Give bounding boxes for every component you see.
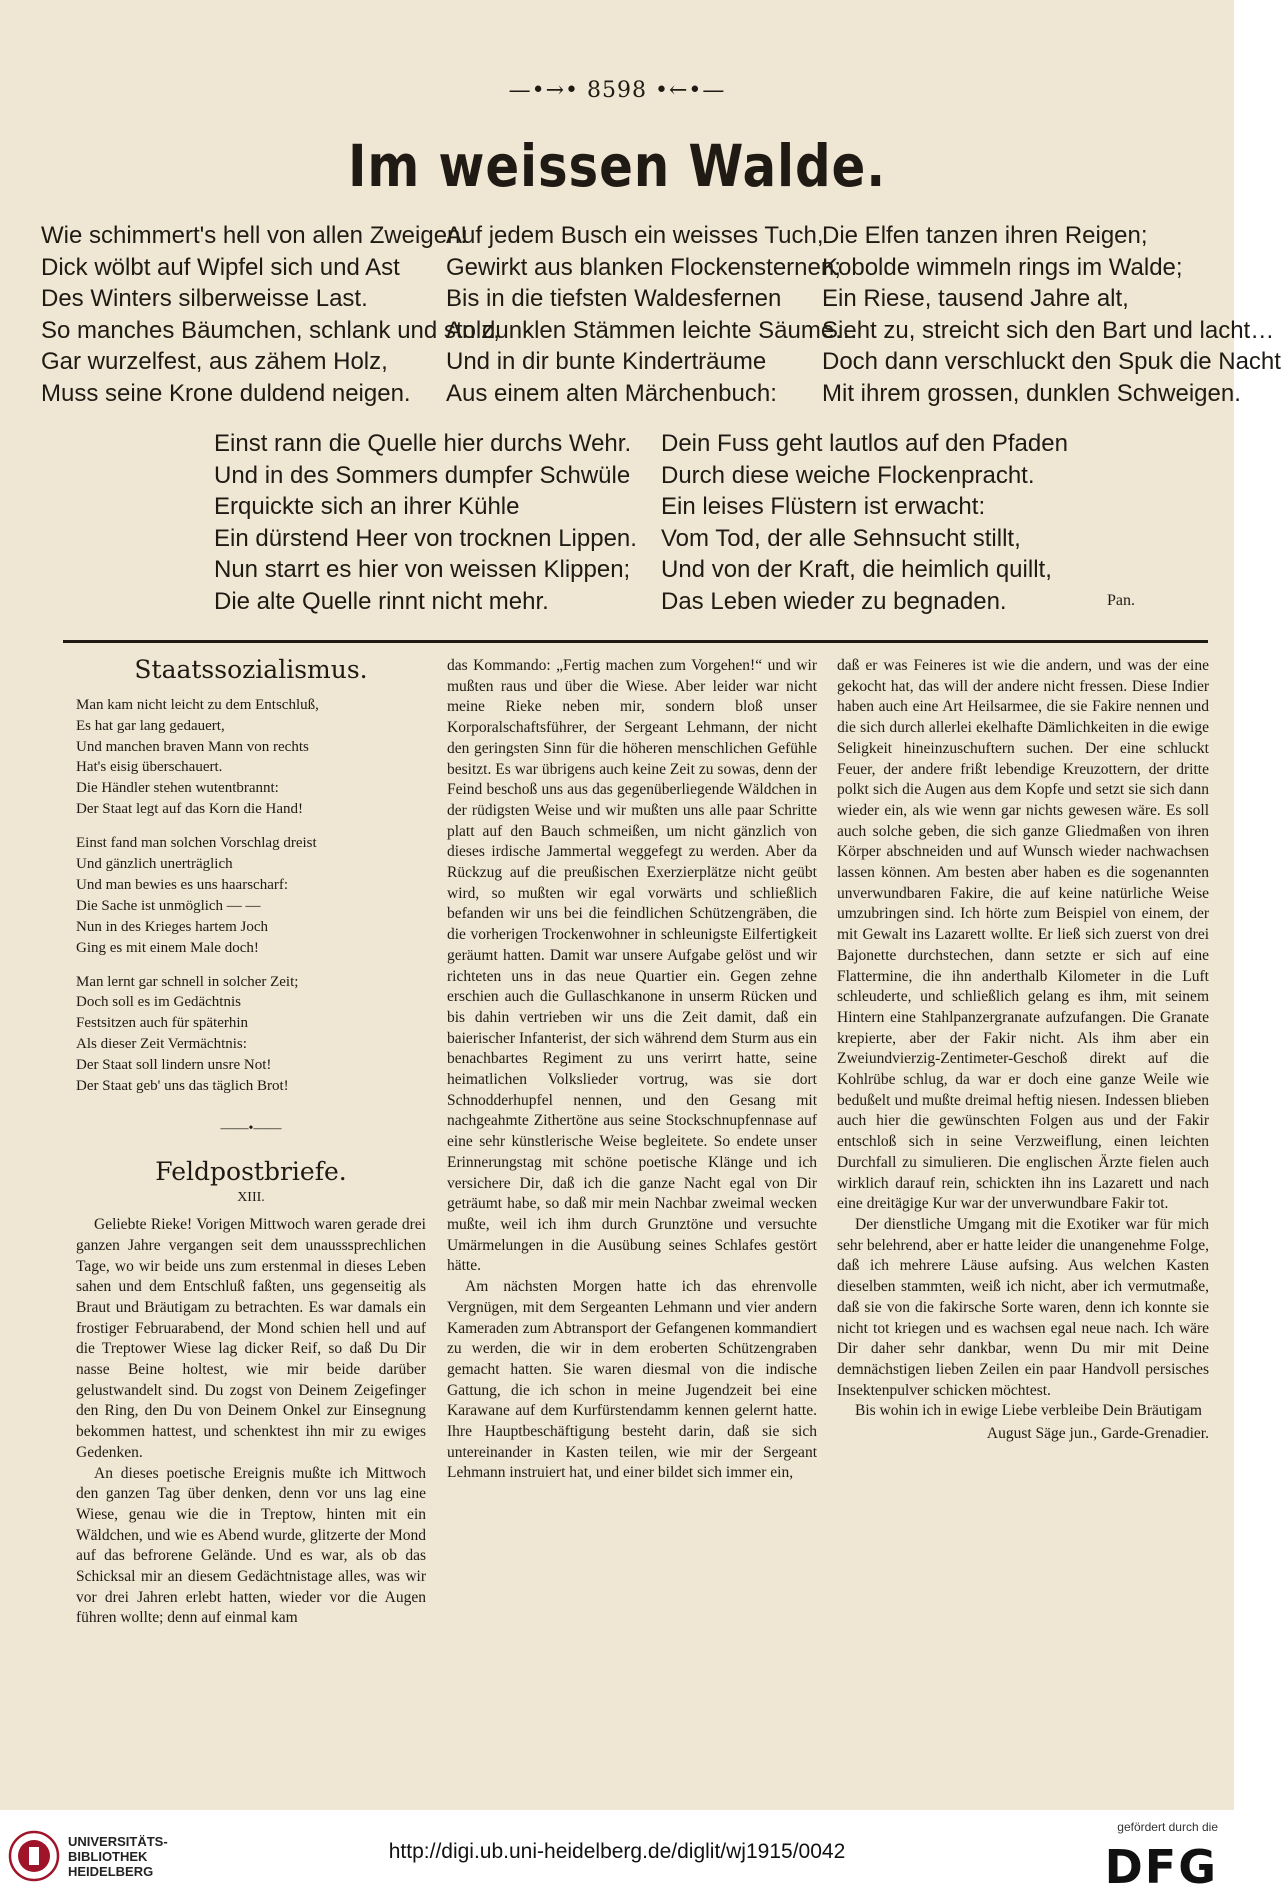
poem-line: Und man bewies es uns haarscharf: — [76, 876, 289, 893]
poem-line: Dein Fuss geht lautlos auf den Pfaden — [661, 430, 1068, 457]
section-heading: Staatssozialismus. — [134, 655, 368, 684]
poem-line: Als dieser Zeit Vermächtnis: — [76, 1036, 247, 1053]
poem-stanza-1 — [41, 220, 500, 409]
paragraph: Geliebte Rieke! Vorigen Mittwoch waren gerade drei ganzen Jahre vergangen seit dem unausssprechlichen Tage, wo wir beide uns zum erstenmal in dieses Leben sahen und dem Entschluß faßten, uns gegenseitig als Braut und Bräutigam zu betrachten. Es war damals ein frostiger Februarabend, der Mond schien hell und auf die Treptower Wiese lag dicker Reif, so daß Du Dir nasse Beine holtest, wie mir beide darüber gelustwandelt sind. Du zogst von Deinem Zeigefinger den Ring, den Du von Deinem Onkel zur Einsegnung bekommen hattest, und schenktest ihn mir zu ewiges Gedenken. — [76, 1216, 426, 1461]
poem-line: Und von der Kraft, die heimlich quillt, — [661, 556, 1052, 583]
poem-line: Ging es mit einem Male doch! — [76, 939, 259, 956]
poem-line: Festsitzen auch für späterhin — [76, 1015, 249, 1032]
poem-line: Doch soll es im Gedächtnis — [76, 994, 241, 1011]
poem-line: Die alte Quelle rinnt nicht mehr. — [214, 587, 549, 615]
poem-line: Die Händler stehen wutentbrannt: — [76, 780, 279, 797]
ornament-divider: ——•—— — [220, 1121, 282, 1137]
section-heading: Feldpostbriefe. — [155, 1156, 347, 1186]
poem-line: Der Staat legt auf das Korn die Hand! — [76, 801, 304, 818]
poem-line: Die Elfen tanzen ihren Reigen; — [822, 222, 1148, 249]
poem-line: Die Sache ist unmöglich — — — [76, 897, 261, 914]
poem-stanza-3 — [822, 220, 1281, 409]
column-2 — [447, 656, 817, 1484]
page-number: —•→• 8598 •←•— — [508, 78, 726, 103]
poem-line: Gar wurzelfest, aus zähem Holz, — [41, 348, 388, 375]
poem-line: Einst fand man solchen Vorschlag dreist — [76, 835, 317, 852]
poem-line: An dunklen Stämmen leichte Säume… — [446, 316, 859, 344]
poem-line: Einst rann die Quelle hier durchs Wehr. — [214, 430, 632, 457]
poem-line: Ein Riese, tausend Jahre alt, — [822, 285, 1129, 312]
poem-line: Auf jedem Busch ein weisses Tuch, — [446, 222, 824, 249]
poem-stanza-5 — [661, 428, 1068, 617]
library-name-line: UNIVERSITÄTS- — [68, 1834, 168, 1849]
poem-line: Kobolde wimmeln rings im Walde; — [822, 253, 1183, 281]
poem-line: Vom Tod, der alle Sehnsucht stillt, — [661, 524, 1021, 552]
poem-line: Das Leben wieder zu begnaden. — [661, 587, 1007, 615]
poem-line: Gewirkt aus blanken Flockensternen; — [446, 253, 841, 281]
source-url-link[interactable]: http://digi.ub.uni-heidelberg.de/diglit/wj1915/0042 — [388, 1840, 846, 1863]
paragraph: An dieses poetische Ereignis mußte ich Mittwoch den ganzen Tag über denken, denn vor uns lag eine Wiese, genau wie die in Treptow, hinten mit ein Wäldchen, und wie es Abend wurde, glitzerte der Mond auf das befrorene Gelände. Und es war, als ob das Schicksal mir an diesem Gedächtnistage alles, was wir vor drei Jahren erlebt hatten, wieder vor die Augen führen wollte; denn auf einmal kam — [76, 1464, 426, 1627]
poem-line: Erquickte sich an ihrer Kühle — [214, 493, 520, 520]
poem-title: Im weissen Walde. — [347, 132, 887, 200]
poem-line: Nun in des Krieges hartem Joch — [76, 918, 269, 935]
poem-line: Der Staat soll lindern unsre Not! — [76, 1057, 272, 1074]
poem-line: Der Staat geb' uns das täglich Brot! — [76, 1078, 289, 1095]
poem-line: Ein leises Flüstern ist erwacht: — [661, 493, 986, 520]
poem-line: Es hat gar lang gedauert, — [76, 717, 225, 734]
poem-line: Durch diese weiche Flockenpracht. — [661, 461, 1035, 489]
paragraph: das Kommando: „Fertig machen zum Vorgehen!“ und wir mußten raus und über die Wiese. Aber leider war nicht meine Rieke neben mir, sondern bloß unser Korporalschaftsführer, der Sergeant Lehmann, der nicht den geringsten Sinn für die höheren menschlichen Gefühle besitzt. Es war übrigens auch keine Zeit zu sowas, denn der Feind beschoß uns aus das gegenüberliegende Wäldchen in der rüdigsten Weise und wir mußten uns alle paar Schritte platt auf den Bauch schmeißen, um nicht gänzlich von dieses irdische Jammertal weggefegt zu werden. Aber da Rückzug auf die preußischen Exerzierplätze nicht geübt wird, so mußten wir egal vorwärts und schließlich befanden wir uns bei die feindlichen Schützengräben, die die vorherigen Trockenwohner in schleunigste Eilfertigkeit geräumt hatten. Damit war unsere Aufgabe gelöst und wir richteten uns in das neue Quartier ein. Gegen zehne erschien auch die Gullaschkanone in unserm Rücken und bis dahin vertrieben wir uns die Zeit damit, daß ein baierischer Infanterist, der sich während dem Sturm aus ein benachbartes Regiment zu uns verirrt hatte, seine heimatlichen Volkslieder vortrug, was sie dort Schnodderhupfel nennen, und den Gesang mit nachgeahmte Zithertöne aus seine Stockschnupfennase auf eine sehr künstlerische Weise begleitete. So endete unser Erinnerungstag mit schöne poetische Klänge und ich versichere Dir, daß ich die ganze Nacht egal von Dir geträumt habe, so daß mir mein Nachbar zweimal wecken mußte, weil ich ihm durch Grunztöne und versuchte Umärmelungen in die Ausübung seines Schlafes gestört hätte. — [447, 657, 817, 1275]
poem-signature: Pan. — [1107, 592, 1135, 609]
poem-line: Sieht zu, streicht sich den Bart und lacht… — [822, 316, 1275, 344]
satirical-poem — [76, 695, 426, 1097]
section-divider — [63, 640, 1208, 643]
poem-line: Bis in die tiefsten Waldesfernen — [446, 285, 782, 312]
paragraph: Am nächsten Morgen hatte ich das ehrenvolle Vergnügen, mit dem Sergeanten Lehmann und vier andern Kameraden zum Abtransport der Gefangenen kommandiert zu werden, die wir in dem eroberten Schützengraben gemacht hatten. Sie waren diesmal von die indische Gattung, die ich schon in meine Jugendzeit bei eine Karawane auf dem Kurfürstendamm kennen gelernt hatte. Ihre Hauptbeschäftigung besteht darin, daß sie sich untereinander in Kasten teilen, wie mir der Sergeant Lehmann instruiert hat, und einer bildet sich immer ein, — [447, 1278, 817, 1482]
library-name-line: BIBLIOTHEK — [68, 1849, 148, 1864]
paragraph: daß er was Feineres ist wie die andern, und was der eine gekocht hat, das will der andere nicht fressen. Diese Indier haben auch eine Art Heilsarmee, die sie Fakire nennen und die sich durch allerlei ekelhafte Dämlichkeiten in die ewige Seligkeit hineinzuschuftern suchen. Der eine schluckt Feuer, der andere frißt lebendige Kreuzottern, der dritte polkt sich die Augen aus dem Kopfe und setzt sie sich dann wieder ein, als wie wenn gar nichts gewesen wäre. Es soll auch solche geben, die sich ganze Gliedmaßen von ihren Körper abschneiden und auf Wunsch wieder nachwachsen lassen können. Am besten aber haben es die sogenannten unverwundbaren Fakire, die auf keine natürliche Weise umzubringen sind. Ich hörte zum Beispiel von einem, der mit Gewalt ins Lazarett wollte. Er ließ sich zuerst von drei Bajonette durchstechen, dann setzte er sich auf eine Flattermine, die ihn anderthalb Kilometer in die Luft schleuderte, und schließlich gelang es ihm, mit seinem Hintern eine Stahlpanzergranate aufzufangen. Die Granate krepierte, aber der Fakir nicht. Als ihm aber ein Zweiundvierzig-Zentimeter-Geschoß direkt auf die Kohlrübe schlug, da war er doch eine ganze Weile wie bedußelt und mußte dreimal heftig niesen. Indessen blieben auch hier die gewünschten Folgen aus und der Fakir entschloß sich in seine Verzweiflung, einen leichten Durchfall zu simulieren. Die englischen Ärzte fielen auch wirklich darauf rein, schickten ihn ins Lazarett und nach eine dreitägige Kur war der unverwundbare Fakir tot. — [837, 657, 1209, 1213]
poem-line: Mit ihrem grossen, dunklen Schweigen. — [822, 379, 1241, 407]
paragraph: Bis wohin ich in ewige Liebe verbleibe Dein Bräutigam — [855, 1402, 1202, 1420]
poem-line: Dick wölbt auf Wipfel sich und Ast — [41, 253, 400, 281]
poem-line: Hat's eisig überschauert. — [76, 759, 223, 776]
poem-line: Ein dürstend Heer von trocknen Lippen. — [214, 524, 637, 552]
library-name-line: HEIDELBERG — [68, 1864, 154, 1879]
poem-line: Und manchen braven Mann von rechts — [76, 738, 309, 755]
funding-caption: gefördert durch die — [1117, 1820, 1218, 1834]
paragraph: Der dienstliche Umgang mit die Exotiker war für mich sehr belehrend, aber er hatte leider die unangenehme Folge, daß ich mehrere Läuse aufsing. Aus welchen Kasten dieselben stammten, weiß ich nicht, aber ich vermutmaße, daß sie von die fakirsche Sorte waren, denn ich konnte sie nicht tot kriegen und es wachsen egal neue nach. Ich wäre Dir daher sehr dankbar, wenn Du mir mit Deine demnächstigen lieben Zeilen ein paar Handvoll persisches Insektenpulver schicken möchtest. — [837, 1215, 1209, 1399]
poem-line: Des Winters silberweisse Last. — [41, 285, 368, 312]
poem-line: Nun starrt es hier von weissen Klippen; — [214, 556, 631, 583]
poem-line: So manches Bäumchen, schlank und stolz, — [41, 316, 500, 344]
letter-signature: August Säge jun., Garde-Grenadier. — [986, 1425, 1209, 1443]
letter-number: XIII. — [237, 1190, 265, 1206]
digitization-footer — [0, 1810, 1234, 1894]
dfg-logo: DFG — [1104, 1840, 1218, 1894]
poem-line: Doch dann verschluckt den Spuk die Nacht — [822, 348, 1281, 375]
poem-line: Wie schimmert's hell von allen Zweigen! — [41, 222, 468, 249]
poem-line: Muss seine Krone duldend neigen. — [41, 379, 411, 407]
poem-line: Und gänzlich unerträglich — [76, 856, 233, 873]
poem-stanza-2 — [446, 220, 858, 409]
column-1 — [76, 656, 426, 1629]
poem-line: Und in des Sommers dumpfer Schwüle — [214, 461, 631, 489]
poem-line: Man kam nicht leicht zu dem Entschluß, — [76, 696, 319, 713]
poem-line: Und in dir bunte Kinderträume — [446, 348, 767, 375]
poem-line: Man lernt gar schnell in solcher Zeit; — [76, 973, 299, 990]
poem-line: Aus einem alten Märchenbuch: — [446, 379, 777, 407]
poem-stanza-4 — [214, 428, 637, 617]
column-3 — [837, 656, 1209, 1445]
